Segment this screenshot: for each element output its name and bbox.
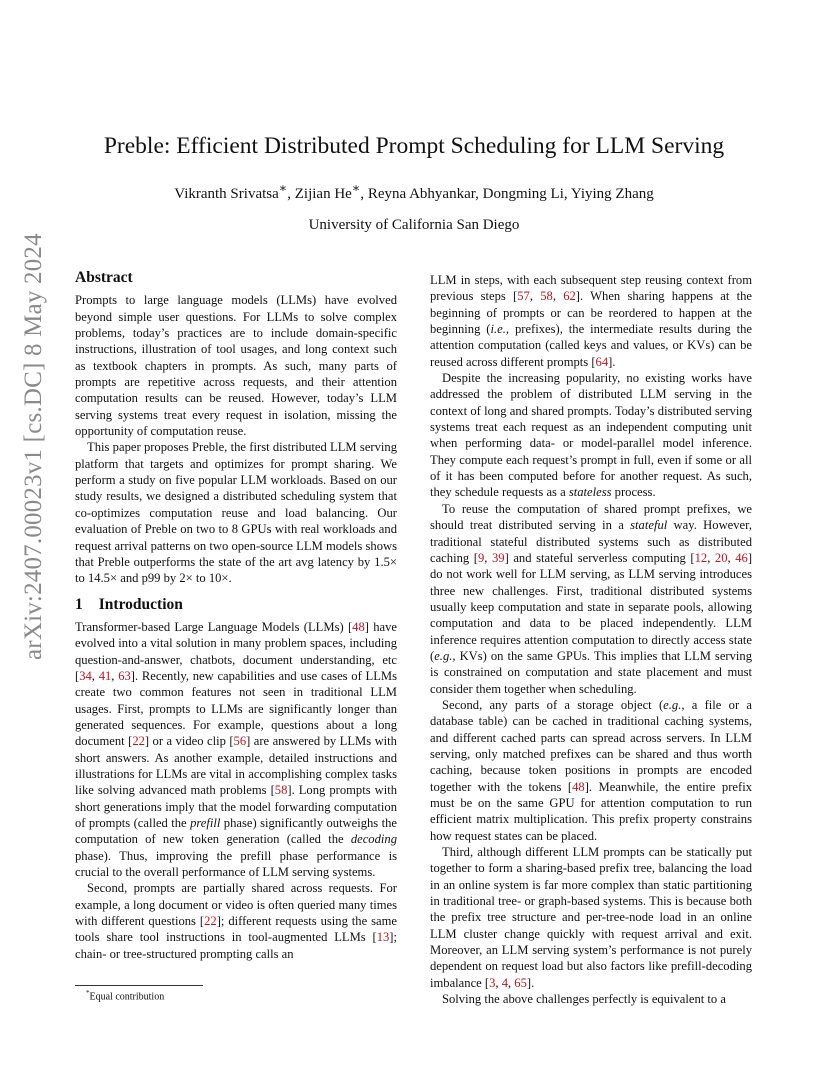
citation-link[interactable]: 64 <box>595 354 609 369</box>
citation-link[interactable]: 58 <box>540 289 553 304</box>
abstract-paragraph-2: This paper proposes Preble, the first distributed LLM serving platform that targets and optimizes for prompt sharing. We perform a study on five popular LLM workloads. Based on our study results, we designed a distributed scheduling system that co-optimizes computation reuse and load balancing. Our evaluation of Preble on two to 8 GPUs with real workloads and request arrival patterns on two open-source LLM models shows that Preble outperforms the state of the art avg latency by 1.5× to 14.5× and p99 by 2× to 10×. <box>75 440 397 586</box>
section-title: Introduction <box>98 595 183 613</box>
author-list: Vikranth Srivatsa∗, Zijian He∗, Reyna Abhyankar, Dongming Li, Yiying Zhang <box>174 181 654 202</box>
citation-link[interactable]: 41 <box>98 668 112 683</box>
intro-paragraph-2: Second, prompts are partially shared across requests. For example, a long document or video is often queried many times with different questions [22]; different requests using the same tools share tool instructions in tool-augmented LLMs [13]; chain- or tree-structured prompting calls an <box>75 881 397 961</box>
emphasis: prefill <box>190 816 221 830</box>
intro-paragraph-7: Third, although different LLM prompts can be statically put together to form a sharing-based prefix tree, balancing the load in an online system is far more complex than static partitioning in traditional tree- or graph-based systems. This is because both the prefix tree structure and per-tree-node load in an online LLM cluster change quickly with request arrival and exit. Moreover, an LLM serving system’s performance is not purely dependent on request load but also factors like prefill-decoding imbalance [3, 4, 65]. <box>430 845 752 990</box>
footnote <box>86 989 164 1002</box>
intro-paragraph-1: Transformer-based Large Language Models (LLMs) [48] have evolved into a vital solution in many problem spaces, including question-and-answer, chatbots, document understanding, etc [34, 41, 63]. Recently, new capabilities and use cases of LLMs create two common features not seen in traditional LLM usages. First, prompts to LLMs are significantly longer than generated sequences. For example, questions about a long document [22] or a video clip [56] are answered by LLMs with short answers. As another example, detailed instructions and illustrations for LLMs are vital in accomplishing complex tasks like solving advanced math problems [58]. Long prompts with short generations imply that the model forwarding computation of prompts (called the prefill phase) significantly outweighs the computation of new token generation (called the decoding phase). Thus, improving the prefill phase performance is crucial to the overall performance of LLM serving systems. <box>75 619 398 880</box>
emphasis: stateless <box>568 485 612 500</box>
intro-paragraph-5: To reuse the computation of shared prompt prefixes, we should treat distributed serving in a stateful way. However, traditional stateful distributed systems such as distributed caching [9, 39] and stateful serverless computing [12, 20, 46] do not work well for LLM serving, as LLM serving introduces three new challenges. First, traditional distributed systems usually keep computation and state in separate pools, allowing computation and data to be placed independently. LLM inference requires attention computation to directly access state (e.g., KVs) on the same GPUs. This implies that LLM serving is constrained on computation and state placement and must consider them together when scheduling. <box>430 501 753 696</box>
emphasis: e.g., <box>434 648 456 663</box>
footnote-rule <box>75 985 203 986</box>
citation-link[interactable]: 58 <box>274 783 288 798</box>
abstract-heading: Abstract <box>75 269 133 286</box>
citation-link[interactable]: 48 <box>572 779 585 794</box>
citation-link[interactable]: 46 <box>735 550 748 565</box>
intro-paragraph-6: Second, any parts of a storage object (e.g., a file or a database table) can be cached in traditional caching systems, and different cached parts can spread across servers. In LLM serving, only matched prefixes can be shared and thus worth caching, because token positions in prompts are encoded together with the tokens [48]. Meanwhile, the entire prefix must be on the same GPU for attention computation to run efficient matrix multiplication. This prefix property constrains how request states can be placed. <box>430 697 753 843</box>
citation-link[interactable]: 57 <box>517 289 530 304</box>
emphasis: i.e., <box>490 322 510 337</box>
citation-link[interactable]: 12 <box>694 550 708 565</box>
citation-link[interactable]: 62 <box>563 289 576 304</box>
citation-link[interactable]: 20 <box>714 550 728 565</box>
emphasis: stateful <box>630 518 668 533</box>
citation-link[interactable]: 22 <box>204 914 217 929</box>
citation-link[interactable]: 56 <box>233 734 247 749</box>
intro-paragraph-4: Despite the increasing popularity, no existing works have addressed the problem of distributed LLM serving in the context of long and shared prompts. Today’s distributed serving systems treat each request as an independent computing unit when performing data- or model-parallel model inference. They compute each request’s prompt in full, even if some or all of it has been computed before for another request. As such, they schedule requests as a stateless process. <box>430 371 752 500</box>
citation-link[interactable]: [48] <box>347 619 369 634</box>
citation-link[interactable]: 34 <box>79 668 92 683</box>
emphasis: decoding <box>350 832 397 847</box>
section-number: 1 <box>75 595 83 613</box>
affiliation: University of California San Diego <box>308 217 520 233</box>
citation-link[interactable]: 63 <box>118 668 131 683</box>
footnote-text: Equal contribution <box>89 991 165 1003</box>
footnote-marker: * <box>86 989 90 997</box>
right-column <box>430 272 752 1007</box>
emphasis: e.g., <box>663 697 685 712</box>
citation-link[interactable]: 22 <box>132 734 145 749</box>
paper-title: Preble: Efficient Distributed Prompt Scheduling for LLM Serving <box>103 133 725 159</box>
citation-link[interactable]: 4 <box>501 975 508 990</box>
citation-link[interactable]: 3 <box>489 975 496 990</box>
citation-link[interactable]: 39 <box>491 550 505 565</box>
intro-paragraph-8: Solving the above challenges perfectly is equivalent to a <box>442 992 726 1007</box>
citation-link[interactable]: 65 <box>514 975 527 990</box>
intro-paragraph-3: LLM in steps, with each subsequent step reusing context from previous steps [57, 58, 62]. When sharing happens at the beginning of prompts or can be reordered to happen at the beginning (i.e., prefixes), the intermediate results during the attention computation (called keys and values, or KVs) can be reused across different prompts [64]. <box>430 273 752 369</box>
left-column <box>75 270 397 962</box>
citation-link[interactable]: 13 <box>376 930 390 945</box>
abstract-paragraph-1: Prompts to large language models (LLMs) have evolved beyond simple user questions. For LLMs to solve complex problems, today’s practices are to include domain-specific instructions, illustration of tool usages, and long context such as textbook chapters in prompts. As such, many parts of prompts are repetitive across requests, and their attention computation results can be reused. However, today’s LLM serving systems treat every request in isolation, missing the opportunity of computation reuse. <box>75 293 397 439</box>
citation-link[interactable]: 9 <box>477 550 485 565</box>
section-heading-introduction <box>75 597 397 613</box>
arxiv-identifier: arXiv:2407.00023v1 [cs.DC] 8 May 2024 <box>20 233 47 660</box>
